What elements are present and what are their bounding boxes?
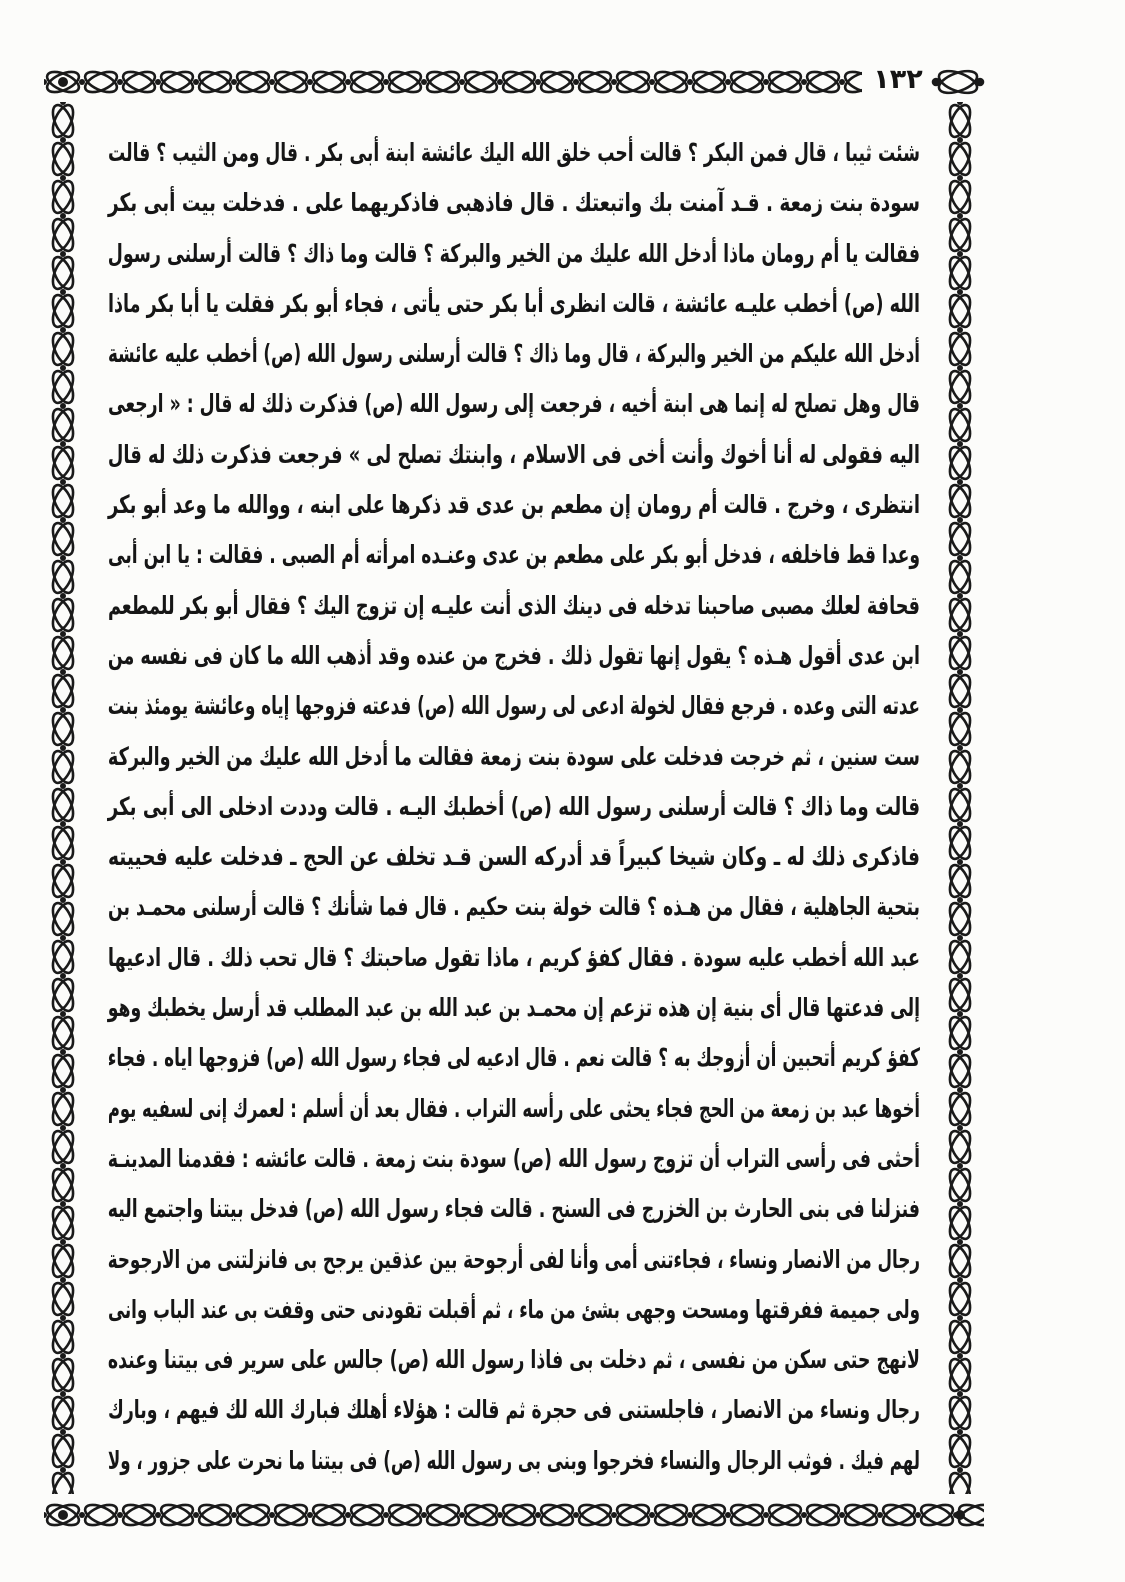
body-text — [108, 128, 920, 1486]
body-text-line: قحافة لعلك مصبى صاحبنا تدخله فى دينك الذى أنت عليـه إن تزوج اليك ؟ فقال أبو بكر للمطعم — [107, 590, 920, 620]
top-right-corner-ornament — [933, 67, 983, 98]
border-left — [42, 102, 84, 1494]
body-text-line: الله (ص) أخطب عليـه عائشة ، قالت انظرى أبا بكر حتى يأتى ، فجاء أبو بكر فقلت يا أبا بكر ماذا — [108, 288, 920, 318]
body-text-line: ابن عدى أقول هـذه ؟ يقول إنها تقول ذلك . فخرج من عنده وقد أذهب الله ما كان فى نفسه من — [107, 640, 920, 670]
body-text-line: وعدا قط فاخلفه ، فدخل أبو بكر على مطعم بن عدى وعنـده امرأته أم الصبى . فقالت : يا ابن أبى — [108, 540, 920, 570]
border-bottom — [44, 1494, 984, 1536]
border-top — [44, 62, 862, 102]
body-text-line: أخوها عبد بن زمعة من الحج فجاء يحثى على رأسه التراب . فقال بعد أن أسلم : لعمرك إنى لسفيه يوم — [107, 1093, 921, 1123]
body-text-line: سودة بنت زمعة . قـد آمنت بك واتبعتك . قال فاذهبى فاذكريهما على . فدخلت بيت أبى بكر — [108, 188, 920, 218]
body-text-line: قالت وما ذاك ؟ قالت أرسلنى رسول الله (ص) أخطبك اليـه . قالت وددت ادخلى الى أبى بكر — [107, 791, 921, 821]
body-text-line: عدته التى وعده . فرجع فقال لخولة ادعى لى رسول الله (ص) فدعته فزوجها إياه وعائشة يومئذ بنت — [107, 691, 921, 721]
body-text-line: رجال ونساء من الانصار ، فاجلستنى فى حجرة ثم قالت : هؤلاء أهلك فبارك الله لك فيهم ، وبارك — [108, 1395, 920, 1425]
border-right — [938, 102, 982, 1494]
body-text-line: عبد الله أخطب عليه سودة . فقال كفؤ كريم ، ماذا تقول صاحبتك ؟ قال تحب ذلك . قال ادعيها — [107, 942, 920, 972]
body-text-line: لانهج حتى سكن من نفسى ، ثم دخلت بى فاذا رسول الله (ص) جالس على سرير فى بيتنا وعنده — [107, 1345, 920, 1375]
body-text-line: شئت ثيبا ، قال فمن البكر ؟ قالت أحب خلق الله اليك عائشة ابنة أبى بكر . قال ومن الثيب ؟ قالت — [108, 138, 920, 167]
body-text-line: لهم فيك . فوثب الرجال والنساء فخرجوا وبنى بى رسول الله (ص) فى بيتنا ما نحرت على جزور ، ولا — [107, 1445, 921, 1475]
body-text-line: كفؤ كريم أتحبين أن أزوجك به ؟ قالت نعم . قال ادعيه لى فجاء رسول الله (ص) فزوجها اياه . فجاء — [107, 1043, 920, 1073]
body-text-line: أحثى فى رأسى التراب أن تزوج رسول الله (ص) سودة بنت زمعة . قالت عائشه : فقدمنا المدينـة — [107, 1143, 920, 1173]
body-text-line: بتحية الجاهلية ، فقال من هـذه ؟ قالت خولة بنت حكيم . قال فما شأنك ؟ قالت أرسلنى محمـد بن — [107, 892, 920, 922]
body-text-line: فاذكرى ذلك له ـ وكان شيخا كبيراً قد أدركه السن قـد تخلف عن الحج ـ فدخلت عليه فحييته — [108, 842, 920, 872]
body-text-line: اليه فقولى له أنا أخوك وأنت أخى فى الاسلام ، وابنتك تصلح لى » فرجعت فذكرت ذلك له قال — [107, 439, 920, 469]
body-text-line: قال وهل تصلح له إنما هى ابنة أخيه ، فرجعت إلى رسول الله (ص) فذكرت ذلك له قال : « ارجعى — [108, 389, 920, 419]
body-text-line: إلى فدعتها قال أى بنية إن هذه تزعم إن محمـد بن عبد الله بن عبد المطلب قد أرسل يخطبك وهو — [107, 993, 920, 1023]
body-text-line: فنزلنا فى بنى الحارث بن الخزرج فى السنح . قالت فجاء رسول الله (ص) فدخل بيتنا واجتمع اليه — [107, 1194, 920, 1224]
body-text-line: رجال من الانصار ونساء ، فجاءتنى أمى وأنا لفى أرجوحة بين عذقين يرجح بى فانزلتنى من الارجوحة — [107, 1244, 921, 1274]
body-text-line: انتظرى ، وخرج . قالت أم رومان إن مطعم بن عدى قد ذكرها على ابنه ، ووالله ما وعد أبو بكر — [108, 490, 920, 520]
body-text-line: أدخل الله عليكم من الخير والبركة ، قال وما ذاك ؟ قالت أرسلنى رسول الله (ص) أخطب عليه عائشة — [108, 339, 920, 369]
body-text-line: فقالت يا أم رومان ماذا أدخل الله عليك من الخير والبركة ؟ قالت وما ذاك ؟ قالت أرسلنى رسول — [107, 238, 921, 268]
body-text-line: ست سنين ، ثم خرجت فدخلت على سودة بنت زمعة فقالت ما أدخل الله عليك من الخير والبركة — [107, 741, 920, 771]
body-text-line: ولى جميمة ففرقتها ومسحت وجهى بشئ من ماء ، ثم أقبلت تقودنى حتى وقفت بى عند الباب وانى — [108, 1294, 920, 1324]
page-number: ١٣٢ — [873, 64, 923, 95]
